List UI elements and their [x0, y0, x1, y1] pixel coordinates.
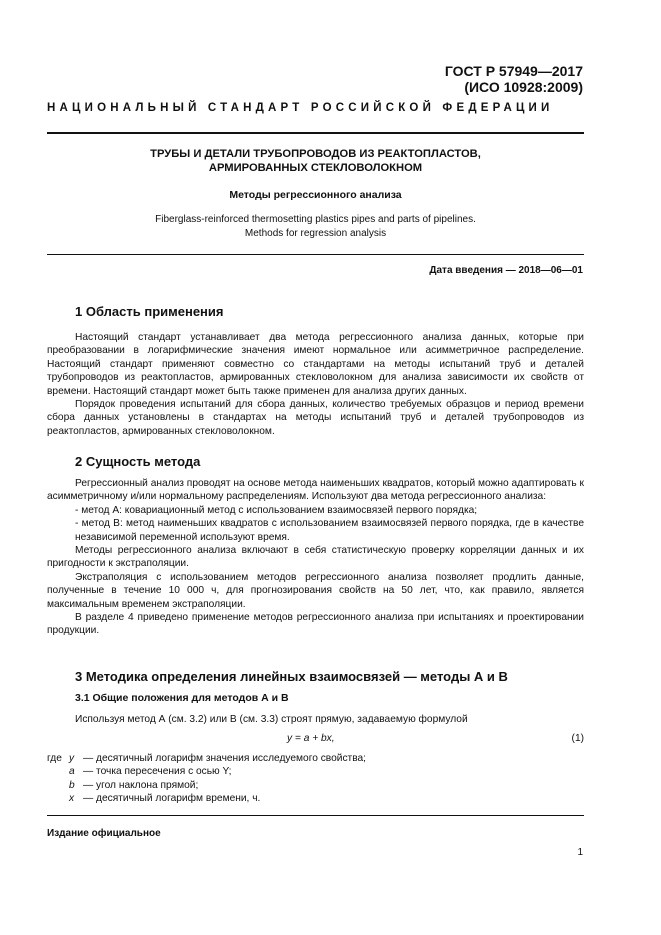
section-2-body [47, 477, 584, 638]
variable-description: — угол наклона прямой; [83, 779, 199, 791]
variable-symbol: y [69, 753, 75, 764]
paragraph: Методы регрессионного анализа включают в себя статистическую проверку корреляции данных и их пригодности к экстраполяции. [47, 545, 584, 570]
iso-code: (ИСО 10928:2009) [464, 79, 583, 95]
formula-number: (1) [571, 733, 584, 744]
variable-description: — десятичный логарифм времени, ч. [83, 793, 261, 805]
definition-row [47, 765, 366, 778]
paragraph: Регрессионный анализ проводят на основе метода наименьших квадратов, который можно адаптировать к асимметричному и/или нормальному распределениям. Используют два метода регрессионного анализа: [47, 478, 584, 503]
variable-symbol: a [69, 766, 75, 778]
paragraph: Экстраполяция с использованием методов регрессионного анализа позволяет продлить данные, полученные в течение 10 000 ч, для прогнозирования свойств на 50 лет, что, как правило, является максимальным временем экстраполяции. [47, 571, 584, 610]
section-3-body [47, 713, 584, 726]
title-line-2: АРМИРОВАННЫХ СТЕКЛОВОЛОКНОМ [208, 162, 423, 174]
definition-row [47, 792, 366, 805]
paragraph: В разделе 4 приведено применение методов регрессионного анализа при испытаниях и проектировании продукции. [47, 612, 584, 637]
list-item: - метод А: ковариационный метод с использованием взаимосвязей первого порядка; [75, 504, 478, 516]
section-1-body [47, 331, 584, 438]
paragraph: Настоящий стандарт устанавливает два метода регрессионного анализа данных, которые при преобразовании в логарифмические значения имеют нормальное или асимметричное распределение. Настоящий стандарт применяют совместно со стандартами на методы испытаний труб и деталей трубопроводов из реактопластов, армированных стекловолокном для анализа зависимости их свойств от времени. Настоящий стандарт может быть также применен для анализа других данных. [47, 332, 584, 397]
where-word: где [47, 753, 62, 764]
footer-rule [47, 815, 584, 816]
national-standard-banner: НАЦИОНАЛЬНЫЙ СТАНДАРТ РОССИЙСКОЙ ФЕДЕРАЦИИ [47, 102, 554, 114]
document-title [47, 147, 584, 175]
official-edition-label: Издание официальное [47, 828, 161, 839]
page-number: 1 [577, 847, 583, 858]
english-title [47, 213, 584, 241]
variable-symbol: b [69, 779, 75, 791]
title-line-1: ТРУБЫ И ДЕТАЛИ ТРУБОПРОВОДОВ ИЗ РЕАКТОПЛАСТОВ, [150, 148, 481, 160]
section-1-heading: 1 Область применения [75, 304, 224, 319]
standard-designation [445, 63, 583, 95]
formula-expression: y = a + bx, [287, 733, 335, 744]
paragraph: Порядок проведения испытаний для сбора данных, количество требуемых образцов и период времени сбора данных установлены в стандартах на методы испытаний труб и деталей трубопроводов из реактопластов, армированных стекловолокном. [47, 399, 584, 437]
subsection-3-1-heading: 3.1 Общие положения для методов А и В [75, 692, 289, 704]
title-rule [47, 254, 584, 255]
section-2-heading: 2 Сущность метода [75, 454, 201, 469]
definition-row [47, 779, 366, 792]
section-3-heading: 3 Методика определения линейных взаимосвязей — методы А и В [75, 669, 508, 684]
english-title-line-2: Methods for regression analysis [244, 228, 387, 239]
definition-row [47, 752, 366, 765]
variable-definitions [47, 752, 366, 806]
variable-description: — точка пересечения с осью Y; [83, 766, 232, 778]
gost-code: ГОСТ Р 57949—2017 [444, 63, 583, 79]
paragraph: Используя метод А (см. 3.2) или В (см. 3.3) строят прямую, задаваемую формулой [75, 714, 468, 725]
list-item: - метод В: метод наименьших квадратов с использованием взаимосвязей первого порядка, где в качестве независимой переменной используют время. [75, 518, 584, 543]
variable-description: — десятичный логарифм значения исследуемого свойства; [83, 753, 367, 764]
variable-symbol: x [69, 793, 75, 805]
introduction-date: Дата введения — 2018—06—01 [429, 265, 583, 276]
english-title-line-1: Fiberglass-reinforced thermosetting plastics pipes and parts of pipelines. [155, 214, 476, 225]
document-subtitle: Методы регрессионного анализа [229, 189, 402, 201]
header-rule [47, 132, 584, 134]
